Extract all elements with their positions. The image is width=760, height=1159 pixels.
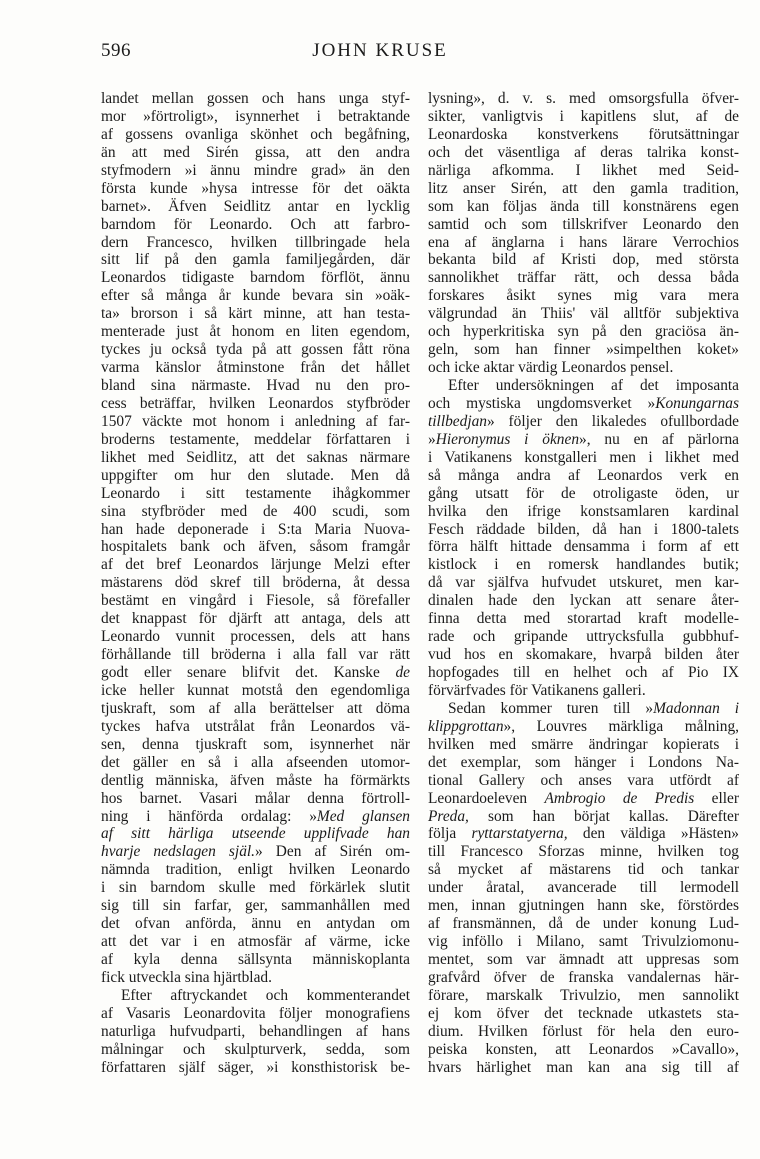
line-text: så mycket af mästarens tid och tankar (428, 861, 739, 879)
line-text: af kyla denna sällsynta människoplanta (101, 951, 410, 968)
text-line (428, 879, 739, 897)
text-line (101, 933, 410, 951)
text-line (101, 216, 410, 234)
text-line (101, 341, 410, 359)
text-line (428, 1023, 739, 1041)
line-text: bekanta bild af Kristi dop, med största (428, 251, 739, 269)
line-text: hvars härlighet man kan ana sig till af (428, 1058, 739, 1076)
line-text: förhållande till bröderna i alla fall var rätt (101, 646, 410, 664)
text-line (428, 610, 739, 628)
text-line (428, 790, 739, 808)
text-line (101, 915, 410, 933)
text-line (428, 754, 739, 772)
line-text: hvilka den ifrige konstsamlaren kardinal (428, 502, 739, 520)
text-line (101, 449, 410, 467)
line-text: vig inföllo i Milano, samt Trivulziomonu- (428, 933, 739, 951)
line-text: grafvård öfver de franska vandalernas här- (428, 968, 739, 986)
page-number: 596 (101, 40, 131, 61)
line-text: uppgifter om hur den slutade. Men då (101, 466, 410, 484)
line-text: gång utsatt för de otroligaste öden, ur (428, 484, 739, 502)
text-line (428, 933, 739, 951)
text-line (428, 1059, 739, 1077)
line-text: sina styfbröder med de 400 scudi, som (101, 502, 410, 520)
text-line (428, 1005, 739, 1023)
text-line (428, 198, 739, 216)
line-text: sannolikhet träffar rätt, och dessa båda (428, 269, 739, 287)
line-italic-text: Ambrogio de Predis (544, 789, 695, 807)
line-text: cess beträffar, hvilken Leonardos styfbröder (101, 394, 410, 412)
text-line (101, 180, 410, 198)
text-line (428, 718, 739, 736)
line-italic-text: Med glansen (316, 807, 410, 825)
text-line (101, 395, 410, 413)
line-italic-text: Hieronymus i öknen (435, 430, 580, 448)
line-italic-text: af sitt härliga utseende upplifvade han (101, 825, 410, 843)
running-title: JOHN KRUSE (312, 40, 448, 61)
text-line (428, 449, 739, 467)
text-line (101, 897, 410, 915)
line-text: af det bref Leonardos lärjunge Melzi efter (101, 556, 410, 574)
line-text: och hyperkritiska syn på den graciösa än- (428, 323, 739, 341)
text-line (428, 269, 739, 287)
text-line (428, 682, 739, 700)
line-text: förra hälft hittade densamma i form af ett (428, 538, 739, 556)
line-text: välgrundad än Thiis' väl alltför subjektiva (428, 305, 739, 323)
text-line (101, 951, 410, 969)
text-line (101, 377, 410, 395)
line-text: af Vasaris Leonardovita följer monografiens (101, 1004, 410, 1022)
text-line (101, 1005, 410, 1023)
text-line (101, 754, 410, 772)
text-line (101, 198, 410, 216)
line-text: hvilken med smärre ändringar kopierats i (428, 735, 739, 753)
text-line (101, 592, 410, 610)
line-italic-text: ryttarstatyerna, (471, 825, 568, 843)
line-text: nämnda tradition, enligt hvilken Leonardo (101, 861, 410, 879)
line-text: tional Gallery och anses vara utfördt af (428, 771, 739, 789)
text-line (428, 825, 739, 843)
text-line (101, 90, 410, 108)
line-text: närliga afkomma. I likhet med Seid- (428, 161, 739, 179)
text-line (101, 861, 410, 879)
text-line (428, 843, 739, 861)
line-text: godt eller senare blifvit det. Kanske (101, 664, 380, 681)
line-text: styfmodern »i ännu mindre grad» än den (101, 161, 410, 179)
line-text: barndom för Leonardo. Och att farbro- (101, 215, 410, 233)
text-line (101, 467, 410, 485)
text-line (428, 987, 739, 1005)
text-line (428, 108, 739, 126)
line-text: Fesch räddade bilden, då han i 1800-talets (428, 520, 739, 538)
text-line (101, 772, 410, 790)
text-line (101, 700, 410, 718)
text-line (101, 431, 410, 449)
text-line (428, 503, 739, 521)
line-text: då var själfva hufvudet utskuret, men kar- (428, 574, 739, 592)
text-line (101, 790, 410, 808)
line-text: första kunde »hysa intresse för det oäkta (101, 179, 410, 197)
text-line (428, 359, 739, 377)
line-text: till Francesco Sforzas minne, hvilken tog (428, 843, 739, 861)
line-text: det ofvan anförda, ännu en antydan om (101, 915, 410, 933)
line-text: sikter, vanligtvis i kapitlens slut, af de (428, 107, 739, 125)
line-text: » (428, 430, 436, 448)
text-line (428, 951, 739, 969)
line-text-tail: », nu en af pärlorna (579, 430, 739, 448)
line-text: icke heller kunnat motstå den egendomliga (101, 681, 410, 699)
line-text: Leonardo vunnit processen, dels att hans (101, 628, 410, 646)
line-text: mästarens död skref till bröderna, åt dessa (101, 574, 410, 592)
line-text: hospitalets bank och äfven, såsom framgår (101, 538, 410, 556)
text-line (101, 126, 410, 144)
text-line (101, 843, 410, 861)
text-line (428, 592, 739, 610)
text-line (101, 718, 410, 736)
line-text: lysning», d. v. s. med omsorgsfulla öfver- (428, 90, 739, 107)
line-text: han hade deponerade i S:ta Maria Nuova- (101, 520, 410, 538)
text-line (428, 395, 739, 413)
text-line (428, 323, 739, 341)
line-text: det gäller en så i alla afseenden utomor- (101, 753, 410, 771)
line-text: målningar och skulpturverk, sedda, som (101, 1040, 410, 1058)
line-text: förvärfvades för Vatikanens galleri. (428, 681, 646, 699)
line-text: kistlock i en romersk handlandes butik; (428, 556, 739, 574)
line-italic-text: tillbedjan (428, 412, 487, 430)
text-line (101, 664, 410, 682)
text-line (101, 1023, 410, 1041)
line-text-tail: », Louvres märkliga målning, (503, 717, 739, 735)
line-text: broderns testamente, meddelar författaren i (101, 430, 410, 448)
line-text: följa (428, 825, 457, 843)
text-line (428, 341, 739, 359)
line-text: vud hos en skomakare, hvarpå bilden åter (428, 646, 739, 664)
text-line (428, 90, 739, 108)
line-text: naturliga hufvudparti, behandlingen af hans (101, 1022, 410, 1040)
text-line (428, 485, 739, 503)
text-line (101, 162, 410, 180)
text-line (428, 126, 739, 144)
line-text: geln, som han finner »simpelthen koket» (428, 341, 739, 359)
text-column-left (101, 90, 410, 1077)
text-line (428, 162, 739, 180)
text-line (101, 251, 410, 269)
text-line (101, 1041, 410, 1059)
line-text: författaren själf säger, »i konsthistorisk be- (101, 1058, 410, 1076)
line-text: ta» brorson i så kärt minne, att han testa- (101, 305, 410, 323)
text-line (101, 969, 410, 987)
text-line (428, 1041, 739, 1059)
text-line (101, 485, 410, 503)
line-text: bestämt en vingård i Fiesole, så förefaller (101, 592, 410, 610)
line-text: litz anser Sirén, att den gamla tradition, (428, 179, 739, 197)
line-text: så många andra af Leonardos verk en (428, 466, 739, 484)
text-line (428, 180, 739, 198)
line-text: dinalen hade den lyckan att senare åter- (428, 592, 739, 610)
line-text: mor »förtroligt», isynnerhet i betraktande (101, 107, 410, 125)
text-line (428, 897, 739, 915)
line-text: af gossens ovanliga skönhet och begåfning, (101, 125, 410, 143)
text-line (101, 574, 410, 592)
text-line (428, 628, 739, 646)
text-line (428, 251, 739, 269)
line-text: Leonardoska konstverkens förutsättningar (428, 125, 739, 143)
line-text: af fransmännen, då de under konung Lud- (428, 915, 739, 933)
line-text: i Vatikanens konstgalleri men i likhet med (428, 448, 739, 466)
text-line (428, 772, 739, 790)
line-text: Efter undersökningen af det imposanta (448, 377, 739, 394)
line-text: sitt lif på den gamla familjegården, där (101, 251, 410, 269)
line-text: än att med Sirén gissa, att den andra (101, 143, 410, 161)
line-text: tyckes hafva utstrålat från Leonardos vä- (101, 717, 410, 735)
line-text: och det väsentliga af deras talrika konst- (428, 143, 739, 161)
text-column-right (428, 90, 739, 1077)
text-line (428, 736, 739, 754)
text-line (101, 287, 410, 305)
text-line (428, 216, 739, 234)
text-line (428, 915, 739, 933)
line-text: Efter aftryckandet och kommenterandet (121, 986, 410, 1004)
text-line (101, 234, 410, 252)
text-line (101, 413, 410, 431)
line-text: det exemplar, som hänger i Londons Na- (428, 753, 739, 771)
line-text: det knappast för djärft att antaga, dels att (101, 610, 410, 628)
line-text: sig till sin farfar, ger, sammanhållen med (101, 897, 410, 915)
line-text: ena af änglarna i hans lärare Verrochios (428, 233, 739, 251)
text-line (101, 538, 410, 556)
text-line (101, 879, 410, 897)
text-line (101, 521, 410, 539)
line-text: varma känslor åtminstone från det hållet (101, 359, 410, 377)
text-line (428, 305, 739, 323)
line-italic-text: Madonnan i (653, 699, 739, 717)
line-text: peiska konsten, att Leonardos »Cavallo», (428, 1040, 739, 1058)
line-italic-text: Konungarnas (655, 394, 739, 412)
line-text: 1507 väckte mot honom i anledning af far- (101, 412, 410, 430)
line-text-tail: eller (711, 789, 739, 807)
line-italic-text: hvarje nedslagen själ. (101, 843, 256, 861)
line-text: tjuskraft, som af alla berättelser att döma (101, 699, 410, 717)
line-text-tail: som han börjat kallas. Därefter (487, 807, 739, 825)
text-line (101, 646, 410, 664)
text-line (101, 736, 410, 754)
line-text: Leonardoeleven (428, 789, 528, 807)
line-text: finna detta med storartad kraft modelle- (428, 610, 739, 628)
line-text: under åratal, avancerade till lermodell (428, 879, 739, 897)
text-line (428, 287, 739, 305)
text-line (428, 700, 739, 718)
line-text: men, innan gjutningen hann ske, förstördes (428, 897, 739, 915)
text-line (101, 556, 410, 574)
line-text: Leonardo i sitt testamente ihågkommer (101, 484, 410, 502)
line-text: och icke aktar värdig Leonardos pensel. (428, 359, 674, 377)
text-line (428, 377, 739, 395)
line-text: i sin barndom skulle med förkärlek slutit (101, 879, 410, 897)
line-text: som kan följas ända till konstnärens egen (428, 197, 739, 215)
text-line (101, 987, 410, 1005)
line-text: mentet, som var ämnadt att uppresas som (428, 951, 739, 968)
text-line (101, 269, 410, 287)
line-text: bland sina närmaste. Hvad nu den pro- (101, 377, 410, 394)
text-line (428, 431, 739, 449)
line-text: efter så många år kunde bevara sin »oäk- (101, 287, 410, 305)
line-text: dium. Hvilken förlust för hela den euro- (428, 1022, 739, 1040)
line-text: förare, marskalk Trivulzio, men sannolikt (428, 986, 739, 1004)
text-line (428, 467, 739, 485)
line-italic-text: klippgrottan (428, 717, 504, 735)
text-line (428, 646, 739, 664)
line-text: Sedan kommer turen till » (448, 699, 654, 717)
line-text-tail: » följer den likaledes ofullbordade (487, 412, 739, 430)
line-text: fick utveckla sina hjärtblad. (101, 968, 272, 986)
text-line (428, 413, 739, 431)
text-line (428, 538, 739, 556)
line-text: menterade just åt honom en liten egendom, (101, 323, 410, 341)
line-text: forskares åsikt synes mig vara mera (428, 287, 739, 305)
line-text: samtid och som tillskrifver Leonardo den (428, 215, 739, 233)
line-text: dentlig människa, äfven måste ha förmärkts (101, 771, 410, 789)
line-text: Leonardos tidigaste barndom förflöt, ännu (101, 269, 410, 287)
text-line (101, 305, 410, 323)
line-text: hopfogades till en helhet och af Pio IX (428, 664, 739, 681)
text-line (101, 610, 410, 628)
line-text: rade och gripande uttrycksfulla gubbhuf- (428, 628, 739, 646)
line-text: tyckes ju också tyda på att gossen fått röna (101, 341, 410, 359)
text-line (101, 108, 410, 126)
text-line (428, 556, 739, 574)
line-text: att det var i en atmosfär af värme, icke (101, 933, 410, 951)
text-line (428, 234, 739, 252)
text-line (428, 808, 739, 826)
text-line (101, 1059, 410, 1077)
line-text: ej kom öfver det tecknade utkastets sta- (428, 1004, 739, 1022)
line-text: ning i hänförda ordalag: » (101, 807, 317, 825)
text-line (428, 969, 739, 987)
text-line (428, 664, 739, 682)
text-line (101, 323, 410, 341)
line-text: sen, denna tjuskraft som, isynnerhet när (101, 735, 410, 753)
line-text: barnet». Äfven Seidlitz antar en lycklig (101, 197, 410, 215)
line-text-tail: » Den af Sirén om- (255, 843, 410, 861)
text-line (428, 144, 739, 162)
text-line (101, 682, 410, 700)
line-text-tail: den väldiga »Hästen» (582, 825, 739, 843)
text-line (101, 359, 410, 377)
text-line (101, 503, 410, 521)
text-line (428, 574, 739, 592)
line-italic-text: de (395, 664, 410, 681)
line-text: dern Francesco, hvilken tillbringade hela (101, 233, 410, 251)
text-line (101, 144, 410, 162)
text-line (428, 861, 739, 879)
text-line (101, 808, 410, 826)
text-line (101, 825, 410, 843)
line-text: hos barnet. Vasari målar denna förtroll- (101, 789, 410, 807)
line-text: landet mellan gossen och hans unga styf- (101, 90, 410, 107)
text-line (428, 521, 739, 539)
text-line (101, 628, 410, 646)
line-italic-text: Preda, (428, 807, 469, 825)
line-text: likhet med Seidlitz, att det saknas närmare (101, 448, 410, 466)
line-text: och mystiska ungdomsverket » (428, 394, 656, 412)
